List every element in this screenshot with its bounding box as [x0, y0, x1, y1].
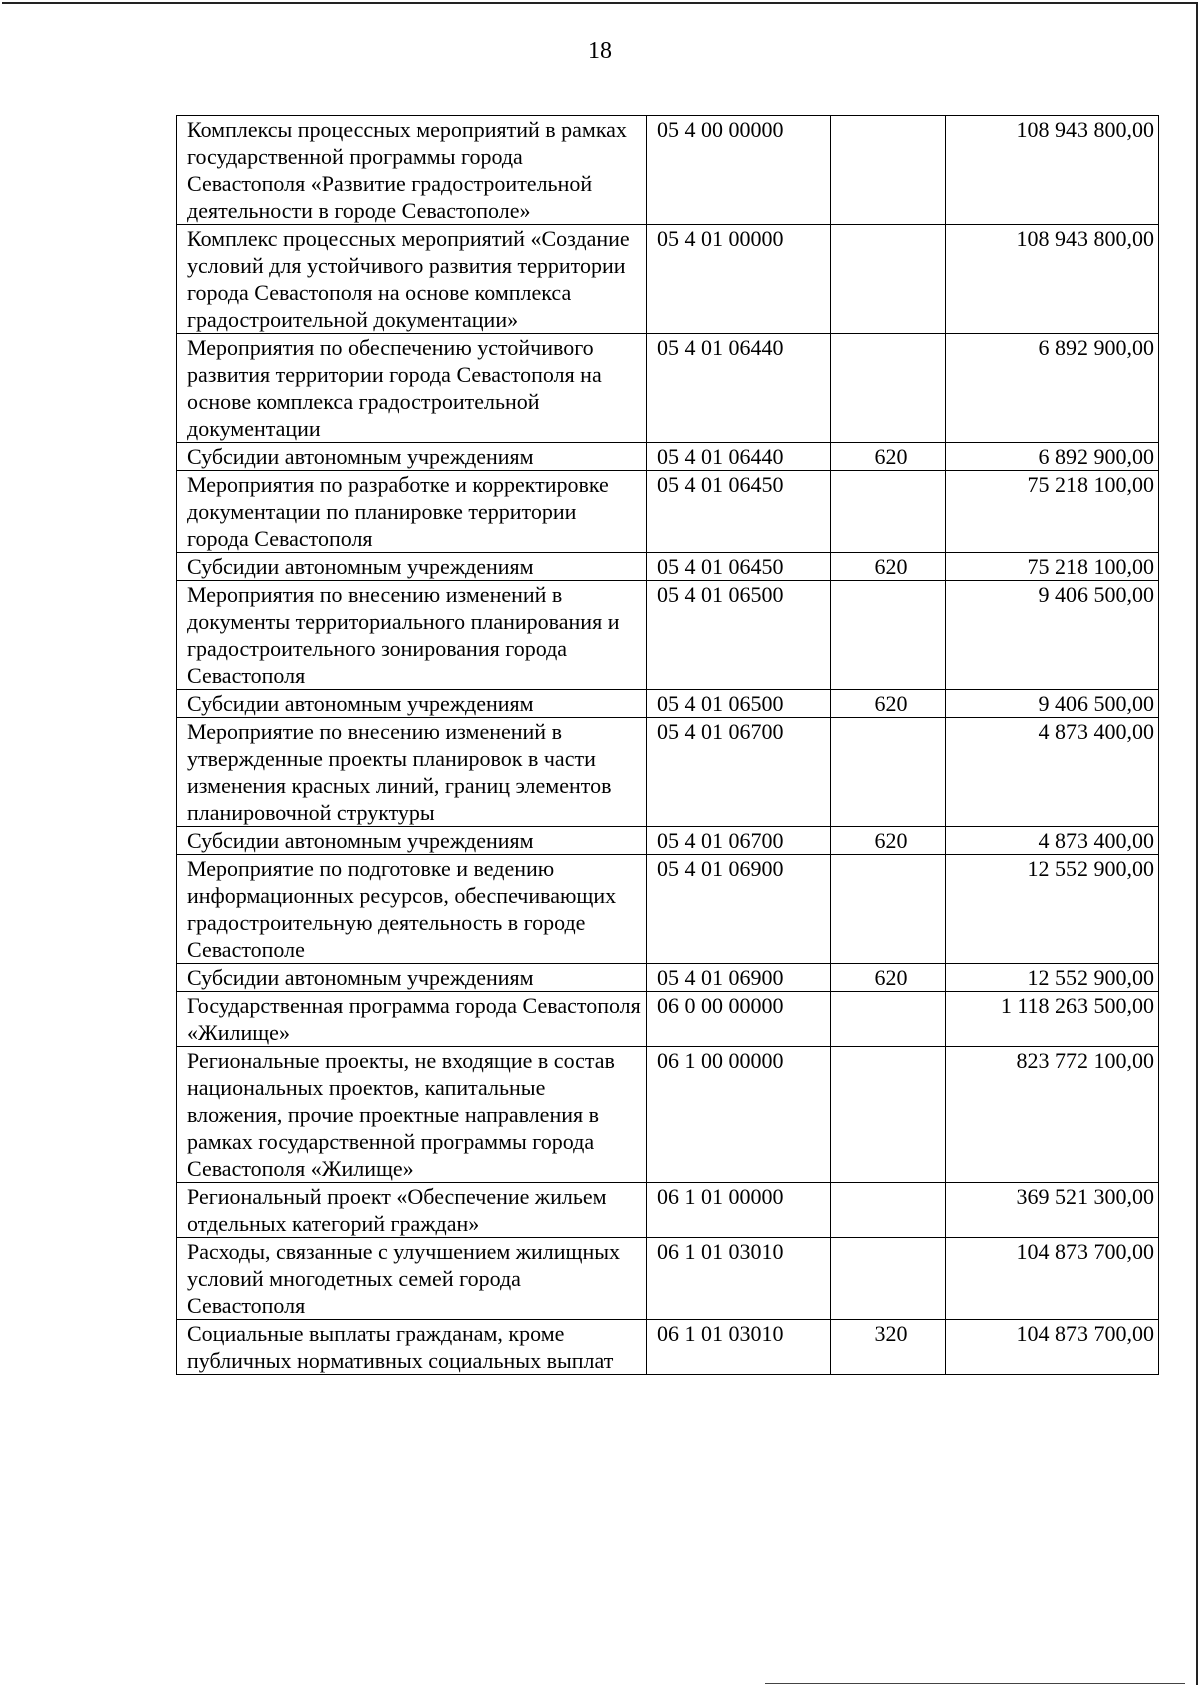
row-code: 05 4 01 06440: [647, 443, 831, 471]
row-expense-type: [831, 116, 946, 225]
table-row: [177, 992, 1159, 1047]
row-amount: 4 873 400,00: [946, 827, 1159, 855]
table-row: [177, 1183, 1159, 1238]
table-row: [177, 553, 1159, 581]
row-name: Субсидии автономным учреждениям: [177, 553, 647, 581]
row-code: 05 4 00 00000: [647, 116, 831, 225]
row-amount: 1 118 263 500,00: [946, 992, 1159, 1047]
table-row: [177, 964, 1159, 992]
row-name: Субсидии автономным учреждениям: [177, 443, 647, 471]
page-number: 18: [588, 38, 612, 64]
row-expense-type: 620: [831, 553, 946, 581]
footer-rule: [765, 1683, 1185, 1684]
row-code: 06 0 00 00000: [647, 992, 831, 1047]
table-row: [177, 718, 1159, 827]
table-row: [177, 471, 1159, 553]
page-border-top: [2, 2, 1198, 4]
row-name: Мероприятия по обеспечению устойчивого развития территории города Севастополя на основе комплекса градостроительной документации: [177, 334, 647, 443]
row-code: 05 4 01 06900: [647, 964, 831, 992]
row-name: Субсидии автономным учреждениям: [177, 827, 647, 855]
row-expense-type: [831, 581, 946, 690]
row-expense-type: [831, 992, 946, 1047]
row-expense-type: 320: [831, 1320, 946, 1375]
row-amount: 75 218 100,00: [946, 471, 1159, 553]
row-name: Комплекс процессных мероприятий «Создание условий для устойчивого развития территории города Севастополя на основе комплекса градостроительной документации»: [177, 225, 647, 334]
row-amount: 6 892 900,00: [946, 334, 1159, 443]
row-amount: 9 406 500,00: [946, 690, 1159, 718]
row-amount: 12 552 900,00: [946, 855, 1159, 964]
row-name: Региональные проекты, не входящие в состав национальных проектов, капитальные вложения, прочие проектные направления в рамках государственной программы города Севастополя «Жилище»: [177, 1047, 647, 1183]
row-name: Социальные выплаты гражданам, кроме публичных нормативных социальных выплат: [177, 1320, 647, 1375]
row-amount: 104 873 700,00: [946, 1320, 1159, 1375]
row-expense-type: 620: [831, 690, 946, 718]
row-expense-type: [831, 718, 946, 827]
row-name: Мероприятие по внесению изменений в утвержденные проекты планировок в части изменения красных линий, границ элементов планировочной структуры: [177, 718, 647, 827]
row-expense-type: [831, 855, 946, 964]
row-expense-type: [831, 1238, 946, 1320]
row-amount: 4 873 400,00: [946, 718, 1159, 827]
table-row: [177, 827, 1159, 855]
row-amount: 108 943 800,00: [946, 116, 1159, 225]
row-amount: 9 406 500,00: [946, 581, 1159, 690]
row-amount: 823 772 100,00: [946, 1047, 1159, 1183]
row-code: 05 4 01 06500: [647, 581, 831, 690]
row-code: 05 4 01 06900: [647, 855, 831, 964]
table-row: [177, 690, 1159, 718]
table-row: [177, 116, 1159, 225]
row-code: 06 1 01 03010: [647, 1238, 831, 1320]
row-expense-type: [831, 1183, 946, 1238]
row-name: Региональный проект «Обеспечение жильем отдельных категорий граждан»: [177, 1183, 647, 1238]
row-code: 06 1 00 00000: [647, 1047, 831, 1183]
row-expense-type: [831, 1047, 946, 1183]
row-code: 05 4 01 06450: [647, 471, 831, 553]
row-code: 06 1 01 00000: [647, 1183, 831, 1238]
table-row: [177, 334, 1159, 443]
row-name: Мероприятия по внесению изменений в документы территориального планирования и градостроительного зонирования города Севастополя: [177, 581, 647, 690]
table-row: [177, 1320, 1159, 1375]
page-border-right: [1196, 2, 1198, 1685]
row-expense-type: 620: [831, 443, 946, 471]
row-name: Комплексы процессных мероприятий в рамках государственной программы города Севастополя «Развитие градостроительной деятельности в городе Севастополе»: [177, 116, 647, 225]
row-amount: 12 552 900,00: [946, 964, 1159, 992]
row-name: Мероприятия по разработке и корректировке документации по планировке территории города Севастополя: [177, 471, 647, 553]
row-expense-type: [831, 225, 946, 334]
row-amount: 75 218 100,00: [946, 553, 1159, 581]
row-amount: 108 943 800,00: [946, 225, 1159, 334]
row-expense-type: [831, 334, 946, 443]
row-amount: 6 892 900,00: [946, 443, 1159, 471]
table-row: [177, 1047, 1159, 1183]
row-name: Расходы, связанные с улучшением жилищных условий многодетных семей города Севастополя: [177, 1238, 647, 1320]
row-name: Субсидии автономным учреждениям: [177, 964, 647, 992]
row-code: 05 4 01 06440: [647, 334, 831, 443]
table-row: [177, 581, 1159, 690]
row-code: 05 4 01 06450: [647, 553, 831, 581]
row-code: 05 4 01 06500: [647, 690, 831, 718]
table-row: [177, 1238, 1159, 1320]
table-row: [177, 443, 1159, 471]
row-name: Государственная программа города Севастополя «Жилище»: [177, 992, 647, 1047]
row-code: 05 4 01 06700: [647, 718, 831, 827]
row-amount: 369 521 300,00: [946, 1183, 1159, 1238]
row-expense-type: 620: [831, 964, 946, 992]
row-expense-type: [831, 471, 946, 553]
row-name: Субсидии автономным учреждениям: [177, 690, 647, 718]
row-code: 06 1 01 03010: [647, 1320, 831, 1375]
row-amount: 104 873 700,00: [946, 1238, 1159, 1320]
budget-table: [176, 115, 1159, 1375]
table-row: [177, 855, 1159, 964]
row-name: Мероприятие по подготовке и ведению информационных ресурсов, обеспечивающих градостроительную деятельность в городе Севастополе: [177, 855, 647, 964]
row-expense-type: 620: [831, 827, 946, 855]
table-row: [177, 225, 1159, 334]
row-code: 05 4 01 00000: [647, 225, 831, 334]
row-code: 05 4 01 06700: [647, 827, 831, 855]
